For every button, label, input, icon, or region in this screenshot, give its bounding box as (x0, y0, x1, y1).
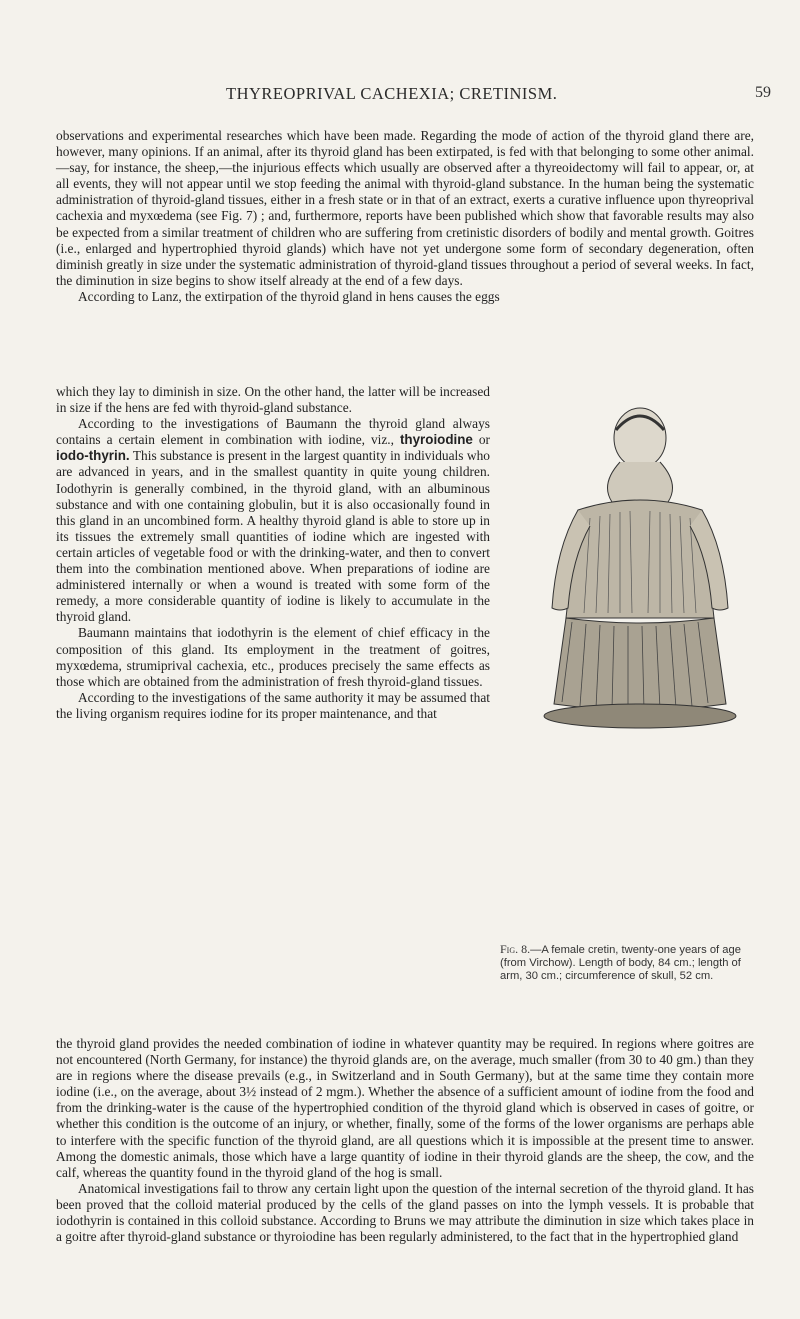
paragraph-5-cont: the thyroid gland provides the needed combination of iodine in whatever quantity may be required. In regions where goitres are not encountered (North Germany, for instance) the thyroid glands are, on the average, much smaller (from 30 to 40 gm.) than they are in regions where the disease prevails (e.g., in Switzerland and in South Germany), but at the same time they contain more iodine (i.e., on the average, about 3½ instead of 2 mgm.). Whether the absence of a sufficient amount of iodine from the food and from the drinking-water is the cause of the hypertrophied condition of the thyroid gland which is observed in cases of goitre, or whether this condition is the outcome of an injury, or whether, finally, some of the forms of the lower organisms are perhaps able to interfere with the specific function of the thyroid gland, are all questions which it is impossible at the present time to answer. Among the domestic animals, those which have a large quantity of iodine in their thyroid glands are the sheep, the cow, and the calf, whereas the quantity found in the thyroid gland of the hog is small. (56, 1036, 754, 1180)
figure-cretin-illustration (500, 398, 780, 908)
page-header (0, 84, 800, 106)
p3-or: or (478, 432, 490, 448)
p3-after: This substance is present in the largest quantity in individuals who are advanced in years, and in the smallest quantity in quite young children. Iodothyrin is generally combined, in the thyroid gland, with an albuminous substance and with one containing globulin, but it is also occasionally found in this gland in an uncombined form. A healthy thyroid gland is able to store up in its tissues the extremely small quantities of iodine which are ingested with certain articles of vegetable food or with the drinking-water, and then to convert them into the combination mentioned above. When preparations of iodine are administered internally or when a wound is treated with some form of the remedy, a more considerable quantity of iodine is likely to accumulate in the thyroid gland. (56, 448, 490, 625)
text-block-bottom (56, 1036, 754, 1245)
p3-before: According to the investigations of Baumann the thyroid gland always contains a certain element in combination with iodine, viz., (56, 416, 490, 448)
running-head: THYREOPRIVAL CACHEXIA; CRETINISM. (226, 84, 558, 103)
text-block-column (56, 384, 490, 722)
paragraph-2-cont: which they lay to diminish in size. On the other hand, the latter will be increased in size if the hens are fed with thyroid-gland substance. (56, 384, 490, 416)
text-block-top (56, 128, 754, 305)
page-number: 59 (755, 84, 771, 101)
figure-caption-text: —A female cretin, twenty-one years of age (from Virchow). Length of body, 84 cm.; length of arm, 30 cm.; circumference of skull, 52 cm. (500, 944, 741, 982)
term-thyroiodine: thyroiodine (399, 432, 473, 448)
paragraph-1: observations and experimental researches which have been made. Regarding the mode of action of the thyroid gland there are, however, many opinions. If an animal, after its thyroid gland has been extirpated, is fed with that belonging to some other animal. —say, for instance, the sheep,—the injurious effects which usually are observed after a thyreoidectomy will fail to appear, or, at all events, they will not appear until we stop feeding the animal with thyroid-gland substance. In the human being the systematic administration of thyroid-gland tissues, either in a fresh state or in that of an extract, exerts a curative influence upon thyreoprival cachexia and myxœdema (see Fig. 7) ; and, furthermore, reports have been published which show that favorable results may also be expected from a similar treatment of children who are suffering from cretinistic disorders of bodily and mental growth. Goitres (i.e., enlarged and hypertrophied thyroid glands) which have not yet undergone some form of secondary degeneration, often diminish greatly in size under the systematic administration of thyroid-gland tissues throughout a period of several weeks. In fact, the diminution in size begins to show itself already at the end of a few days. (56, 128, 754, 288)
paragraph-3 (56, 416, 490, 625)
paragraph-5-start: According to the investigations of the same authority it may be assumed that the living organism requires iodine for its proper maintenance, and that (56, 689, 490, 721)
paragraph-2-start: According to Lanz, the extirpation of the thyroid gland in hens causes the eggs (78, 288, 500, 304)
figure-caption (500, 943, 764, 983)
paragraph-4: Baumann maintains that iodothyrin is the element of chief efficacy in the composition of this gland. Its employment in the treatment of goitres, myxœdema, strumiprival cachexia, etc., produces precisely the same effects as those which are obtained from the administration of fresh thyroid-gland tissues. (56, 625, 490, 689)
cretin-engraving (500, 398, 780, 738)
term-iodothyrin: iodo-thyrin. (56, 448, 130, 464)
figure-label: Fig. 8. (500, 942, 531, 956)
paragraph-6: Anatomical investigations fail to throw any certain light upon the question of the internal secretion of the thyroid gland. It has been proved that the colloid material produced by the cells of the gland passes on into the lymph vessels. It is probable that iodothyrin is contained in this colloid substance. According to Bruns we may attribute the diminution in size which takes place in a goitre after thyroid-gland substance or thyroiodine has been regularly administered, to the fact that in the hypertrophied gland (56, 1180, 754, 1245)
